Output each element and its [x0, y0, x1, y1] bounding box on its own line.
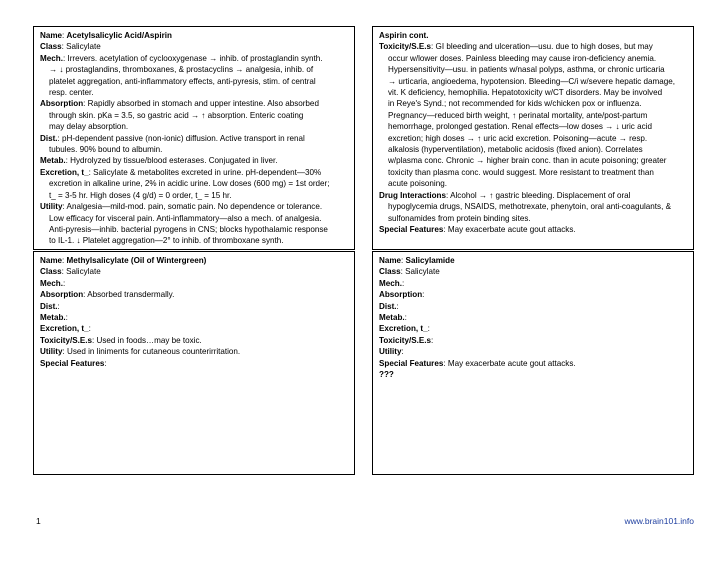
card-line: Dist.: pH-dependent passive (non-ionic) diffusion. Active transport in renal	[40, 133, 305, 143]
field-value: may delay absorption.	[49, 122, 129, 132]
field-label: Class	[40, 267, 62, 277]
card-line: Metab.:	[379, 313, 407, 323]
card-acetylsalicylic-acid	[33, 26, 355, 250]
field-value: ???	[379, 370, 394, 380]
card-line	[379, 133, 687, 144]
card-line: Dist.:	[40, 301, 60, 311]
field-label: Dist.	[379, 301, 397, 311]
card-salicylamide	[372, 251, 694, 475]
card-line: Class: Salicylate	[379, 267, 440, 277]
card-line	[379, 369, 687, 380]
field-label: Class	[40, 42, 62, 52]
card-line: Class: Salicylate	[40, 42, 101, 52]
field-label: Excretion, t_	[40, 167, 89, 177]
card-line	[379, 121, 687, 132]
field-label: Utility	[40, 202, 63, 212]
field-value: May exacerbate acute gout attacks.	[447, 224, 576, 234]
field-value: Irrevers. acetylation of cyclooxygenase → inhib. of prostaglandin synth.	[67, 53, 323, 63]
card-line: Excretion, t_: Salicylate & metabolites excreted in urine. pH-dependent—30%	[40, 167, 322, 177]
field-value: in Reye's Synd.; not recommended for kids w/chicken pox or influenza.	[388, 99, 642, 109]
field-value: w/plasma conc. Chronic → higher brain conc. than in acute poisoning; greater	[388, 156, 667, 166]
card-line: Absorption:	[379, 290, 425, 300]
field-value: Salicylate	[405, 267, 440, 277]
field-label: Drug Interactions	[379, 190, 447, 200]
card-line	[40, 144, 348, 155]
field-value: Anti-pyresis—inhib. bacterial pyrogens in CNS; blocks hypothalamic response	[49, 224, 328, 234]
card-methylsalicylate	[33, 251, 355, 475]
card-line: Toxicity/S.E.s:	[379, 335, 434, 345]
field-value: Hypersensitivity—usu. in patients w/nasal polyps, asthma, or chronic urticaria	[388, 65, 665, 75]
field-label: Toxicity/S.E.s	[40, 335, 93, 345]
field-label: Metab.	[379, 313, 405, 323]
field-label: Mech.	[379, 278, 402, 288]
card-line	[40, 178, 348, 189]
card-line: Special Features: May exacerbate acute gout attacks.	[379, 358, 576, 368]
field-label: Dist.	[40, 133, 58, 143]
card-line	[379, 178, 687, 189]
field-value: through skin. pKa = 3.5, so gastric acid → ↑ absorption. Enteric coating	[49, 110, 304, 120]
field-label: Metab.	[40, 313, 66, 323]
field-value: → urticaria, angioedema, hypotension. Bleeding—C/i w/severe hepatic damage,	[388, 76, 676, 86]
card-line	[40, 110, 348, 121]
footer-link[interactable]: www.brain101.info	[624, 516, 694, 526]
card-line: Special Features: May exacerbate acute gout attacks.	[379, 224, 576, 234]
card-line	[40, 190, 348, 201]
card-line: Absorption: Rapidly absorbed in stomach and upper intestine. Also absorbed	[40, 99, 319, 109]
card-line: Name: Salicylamide	[379, 256, 455, 265]
field-value: Pregnancy—reduced birth weight, ↑ perinatal mortality, ante/post-partum	[388, 110, 648, 120]
field-value: Aspirin cont.	[379, 31, 429, 40]
field-value: sulfonamides from protein binding sites.	[388, 213, 531, 223]
card-line: Mech.:	[379, 278, 405, 288]
field-value: GI bleeding and ulceration—usu. due to high doses, but may	[435, 42, 653, 52]
page-number: 1	[36, 516, 41, 526]
field-value: Rapidly absorbed in stomach and upper intestine. Also absorbed	[87, 99, 319, 109]
field-value: pH-dependent passive (non-ionic) diffusion. Active transport in renal	[62, 133, 305, 143]
card-line	[379, 30, 687, 41]
card-line	[40, 224, 348, 235]
field-label: Toxicity/S.E.s	[379, 335, 432, 345]
card-line: Utility: Analgesia—mild-mod. pain, somatic pain. No dependence or tolerance.	[40, 202, 323, 212]
card-line	[40, 87, 348, 98]
card-line: Utility:	[379, 347, 404, 357]
field-label: Absorption	[40, 290, 84, 300]
card-line	[379, 201, 687, 212]
field-value: platelet aggregation, anti-inflammatory effects, anti-pyresis, stim. of central	[49, 76, 316, 86]
card-line: Class: Salicylate	[40, 267, 101, 277]
field-label: Toxicity/S.E.s	[379, 42, 432, 52]
card-line	[379, 87, 687, 98]
field-label: Mech.	[40, 278, 63, 288]
card-line	[379, 155, 687, 166]
field-label: Name	[40, 31, 63, 40]
field-value: Used in liniments for cutaneous counterirritation.	[66, 347, 241, 357]
card-line: Special Features:	[40, 358, 107, 368]
card-line	[379, 144, 687, 155]
card-line: Metab.: Hydrolyzed by tissue/blood esterases. Conjugated in liver.	[40, 156, 278, 166]
field-value: tubules. 90% bound to albumin.	[49, 145, 163, 155]
card-aspirin-cont	[372, 26, 694, 250]
field-value: Salicylate	[66, 42, 101, 52]
card-line: Excretion, t_:	[40, 324, 91, 334]
card-line	[379, 76, 687, 87]
field-label: Excretion, t_	[40, 324, 89, 334]
field-value: toxicity than plasma conc. would suggest. More resistant to treatment than	[388, 167, 654, 177]
field-value: Salicylate	[66, 267, 101, 277]
field-value: occur w/lower doses. Painless bleeding may cause iron-deficiency anemia.	[388, 53, 657, 63]
field-label: Name	[379, 256, 402, 265]
field-value: acute poisoning.	[388, 179, 447, 189]
field-value: Methylsalicylate (Oil of Wintergreen)	[66, 256, 207, 265]
field-label: Utility	[40, 347, 63, 357]
field-label: Class	[379, 267, 401, 277]
card-line	[379, 64, 687, 75]
card-line: Drug Interactions: Alcohol → ↑ gastric bleeding. Displacement of oral	[379, 190, 631, 200]
field-value: hemorrhage, prolonged gestation. Renal effects—low doses → ↓ uric acid	[388, 122, 652, 132]
card-line: Absorption: Absorbed transdermally.	[40, 290, 175, 300]
field-value: Low efficacy for visceral pain. Anti-inflammatory—also a mech. of analgesia.	[49, 213, 322, 223]
field-value: Hydrolyzed by tissue/blood esterases. Conjugated in liver.	[70, 156, 278, 166]
card-line: Utility: Used in liniments for cutaneous counterirritation.	[40, 347, 241, 357]
field-label: Special Features	[379, 224, 444, 234]
field-value: Acetylsalicylic Acid/Aspirin	[66, 31, 172, 40]
field-label: Dist.	[40, 301, 58, 311]
field-value: May exacerbate acute gout attacks.	[447, 358, 576, 368]
card-line	[379, 53, 687, 64]
card-line	[40, 235, 348, 246]
field-label: Name	[40, 256, 63, 265]
card-line: Name: Acetylsalicylic Acid/Aspirin	[40, 31, 172, 40]
card-line: Dist.:	[379, 301, 399, 311]
card-line: Excretion, t_:	[379, 324, 430, 334]
card-line	[379, 110, 687, 121]
field-label: Metab.	[40, 156, 66, 166]
card-line: Name: Methylsalicylate (Oil of Wintergreen)	[40, 256, 207, 265]
field-value: Analgesia—mild-mod. pain, somatic pain. No dependence or tolerance.	[66, 202, 323, 212]
field-label: Absorption	[379, 290, 423, 300]
card-line	[40, 213, 348, 224]
field-label: Absorption	[40, 99, 84, 109]
field-label: Utility	[379, 347, 402, 357]
field-value: resp. center.	[49, 88, 94, 98]
card-line: Mech.:	[40, 278, 66, 288]
field-value: Absorbed transdermally.	[87, 290, 175, 300]
field-value: excretion in alkaline urine, 2% in acidic urine. Low doses (600 mg) = 1st order;	[49, 179, 330, 189]
card-line: Toxicity/S.E.s: GI bleeding and ulceration—usu. due to high doses, but may	[379, 42, 653, 52]
field-value: Alcohol → ↑ gastric bleeding. Displacement of oral	[450, 190, 631, 200]
field-label: Mech.	[40, 53, 63, 63]
card-line	[40, 64, 348, 75]
field-value: Salicylamide	[405, 256, 455, 265]
card-line: Toxicity/S.E.s: Used in foods…may be toxic.	[40, 335, 202, 345]
card-line	[379, 213, 687, 224]
card-line: Mech.: Irrevers. acetylation of cyclooxygenase → inhib. of prostaglandin synth.	[40, 53, 323, 63]
field-value: Used in foods…may be toxic.	[96, 335, 202, 345]
field-value: to IL-1. ↓ Platelet aggregation—2° to inhib. of thromboxane synth.	[49, 236, 284, 246]
field-value: excretion; high doses → ↑ uric acid excretion. Poisoning—acute → resp.	[388, 133, 648, 143]
card-line	[40, 121, 348, 132]
card-line	[40, 76, 348, 87]
field-value: Salicylate & metabolites excreted in urine. pH-dependent—30%	[93, 167, 322, 177]
field-value: hypoglycemia drugs, NSAIDS, methotrexate, phenytoin, oral anti-coagulants, &	[388, 202, 671, 212]
field-label: Excretion, t_	[379, 324, 428, 334]
field-value: alkalosis (hyperventilation), metabolic acidosis (fixed anion). Correlates	[388, 145, 643, 155]
field-label: Special Features	[40, 358, 105, 368]
card-line	[379, 98, 687, 109]
field-value: vit. K deficiency, hemophilia. Hepatotoxicity w/CT disorders. May be involved	[388, 88, 663, 98]
field-value: → ↓ prostaglandins, thromboxanes, & prostacyclins → analgesia, inhib. of	[49, 65, 314, 75]
card-line: Metab.:	[40, 313, 68, 323]
field-label: Special Features	[379, 358, 444, 368]
card-line	[379, 167, 687, 178]
field-value: t_ = 3-5 hr. High doses (4 g/d) = 0 order, t_ = 15 hr.	[49, 190, 232, 200]
